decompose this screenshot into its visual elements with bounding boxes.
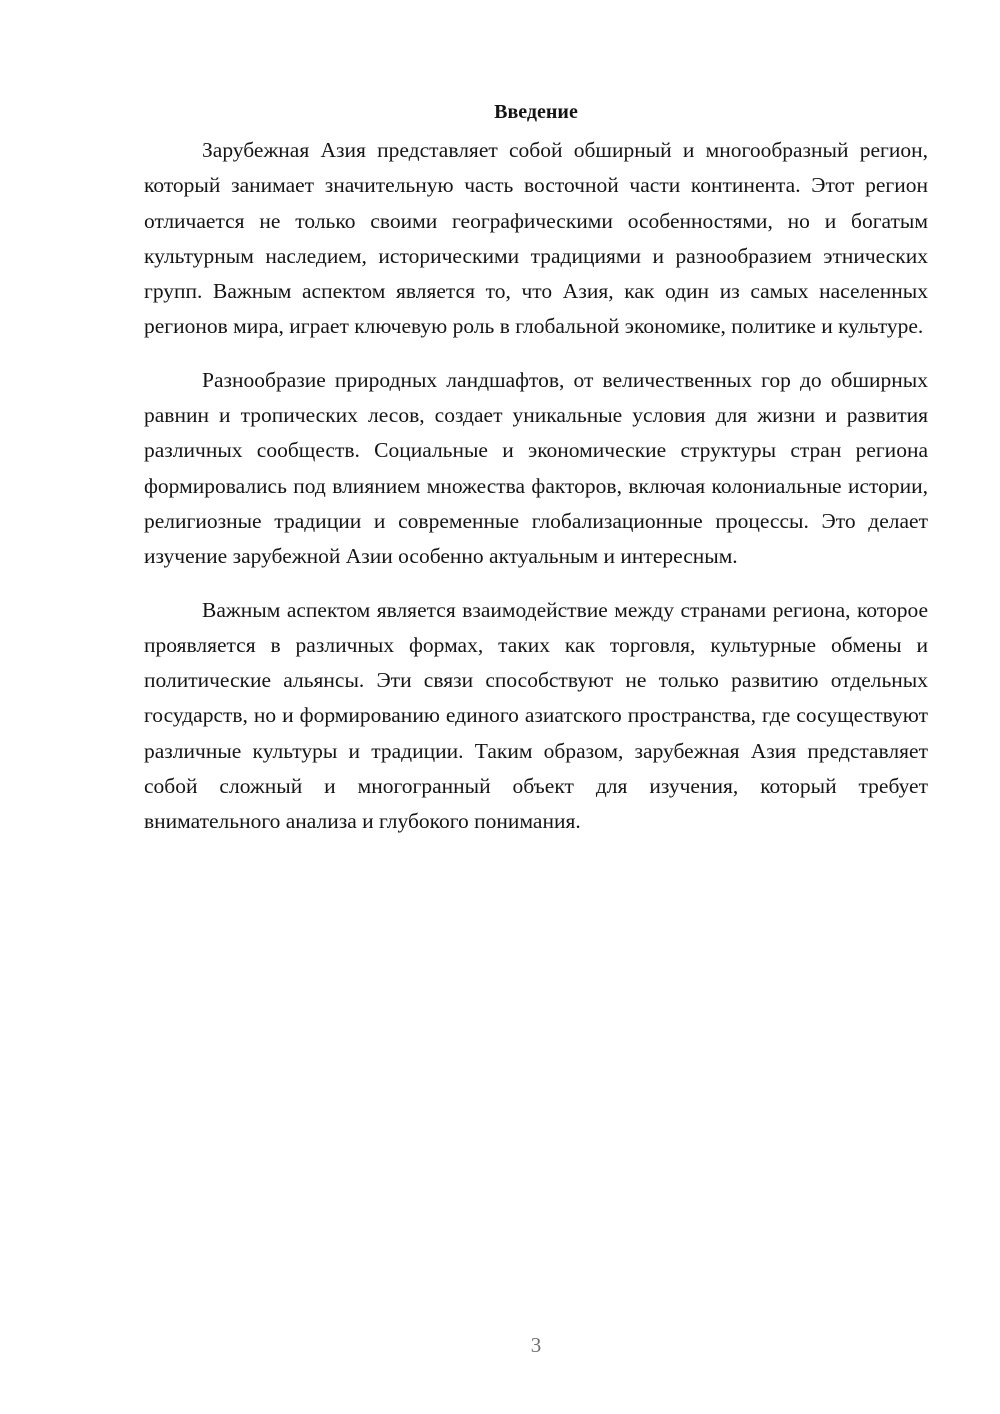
page-number: 3 (530, 1333, 542, 1357)
paragraph: Разнообразие природных ландшафтов, от величественных гор до обширных равнин и тропических лесов, создает уникальные условия для жизни и развития различных сообществ. Социальные и экономические структуры стран региона формировались под влиянием множества факторов, включая колониальные истории, религиозные традиции и современные глобализационные процессы. Это делает изучение зарубежной Азии особенно актуальным и интересным. (144, 367, 928, 569)
page-body (144, 97, 928, 858)
paragraph: Важным аспектом является взаимодействие между странами региона, которое проявляется в различных формах, таких как торговля, культурные обмены и политические альянсы. Эти связи способствуют не только развитию отдельных государств, но и формированию единого азиатского пространства, где сосуществуют различные культуры и традиции. Таким образом, зарубежная Азия представляет собой сложный и многогранный объект для изучения, который требует внимательного анализа и глубокого понимания. (144, 597, 928, 834)
paragraph: Зарубежная Азия представляет собой обширный и многообразный регион, который занимает значительную часть восточной части континента. Этот регион отличается не только своими географическими особенностями, но и богатым культурным наследием, историческими традициями и разнообразием этнических групп. Важным аспектом является то, что Азия, как один из самых населенных регионов мира, играет ключевую роль в глобальной экономике, политике и культуре. (144, 138, 928, 339)
section-heading: Введение (494, 101, 578, 123)
